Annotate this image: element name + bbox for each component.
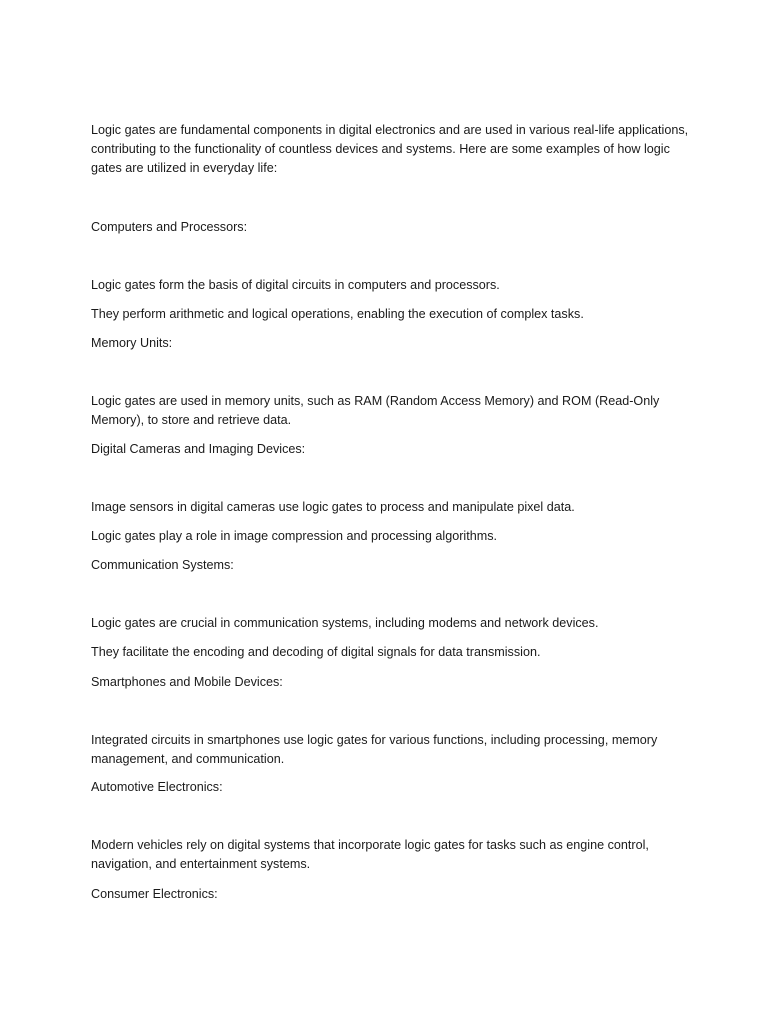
computers-paragraph-1: Logic gates form the basis of digital circuits in computers and processors. (91, 278, 500, 292)
memory-paragraph-1: Logic gates are used in memory units, such as RAM (Random Access Memory) and ROM (Read-Only Memory), to store and retrieve data. (91, 394, 660, 427)
heading-automotive: Automotive Electronics: (91, 780, 223, 794)
heading-memory: Memory Units: (91, 336, 173, 350)
smartphones-paragraph-1: Integrated circuits in smartphones use logic gates for various functions, including processing, memory management, and communication. (91, 733, 658, 766)
heading-consumer: Consumer Electronics: (91, 887, 218, 901)
heading-cameras: Digital Cameras and Imaging Devices: (91, 442, 306, 456)
communication-paragraph-1: Logic gates are crucial in communication systems, including modems and network devices. (91, 616, 599, 630)
heading-communication: Communication Systems: (91, 558, 234, 572)
computers-paragraph-2: They perform arithmetic and logical operations, enabling the execution of complex tasks. (91, 307, 584, 321)
cameras-paragraph-1: Image sensors in digital cameras use logic gates to process and manipulate pixel data. (91, 500, 575, 514)
heading-computers: Computers and Processors: (91, 220, 248, 234)
intro-paragraph: Logic gates are fundamental components in digital electronics and are used in various real-life applications, contributing to the functionality of countless devices and systems. Here are some examples of how logic gates are utilized in everyday life: (91, 123, 689, 175)
automotive-paragraph-1: Modern vehicles rely on digital systems that incorporate logic gates for tasks such as engine control, navigation, and entertainment systems. (91, 838, 649, 871)
communication-paragraph-2: They facilitate the encoding and decoding of digital signals for data transmission. (91, 645, 541, 659)
heading-smartphones: Smartphones and Mobile Devices: (91, 675, 283, 689)
cameras-paragraph-2: Logic gates play a role in image compression and processing algorithms. (91, 529, 498, 543)
